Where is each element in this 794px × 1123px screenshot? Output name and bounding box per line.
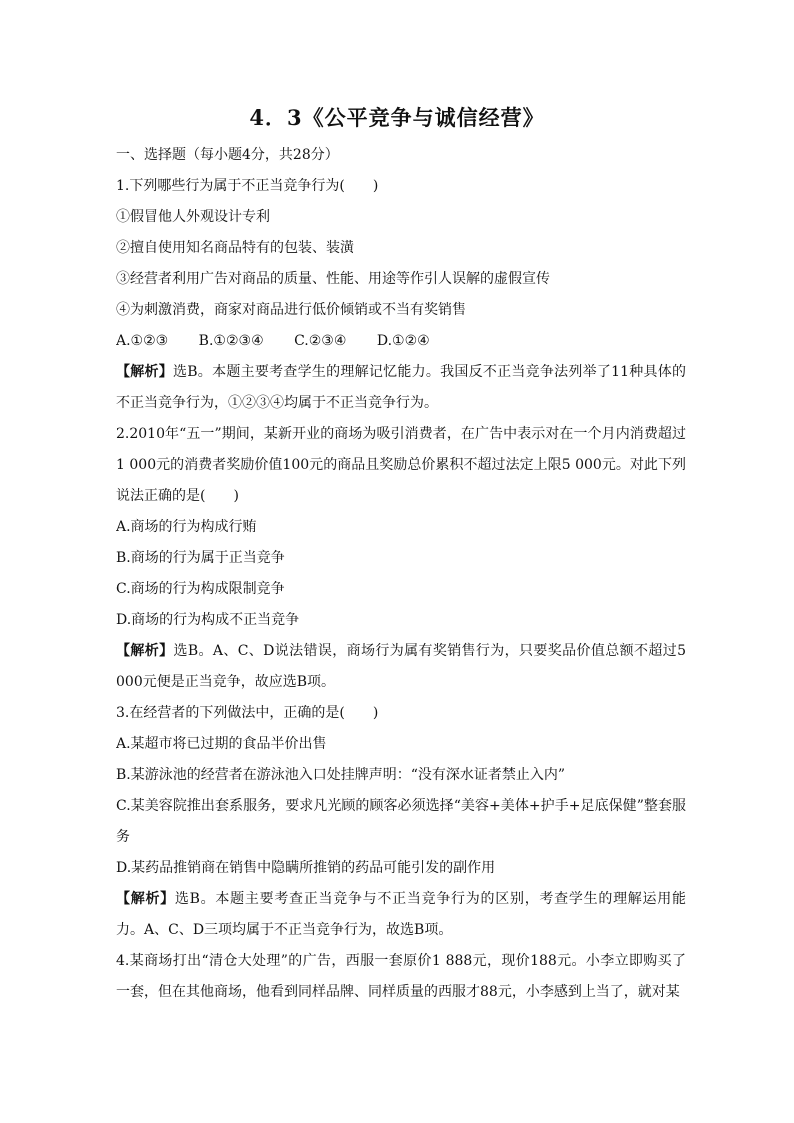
question-1-option-b: B.①②③④ bbox=[198, 333, 264, 349]
question-1-option-a: A.①②③ bbox=[116, 333, 169, 349]
analysis-tag: 【解析】 bbox=[116, 364, 174, 380]
analysis-text: 选B。A、C、D说法错误，商场行为属有奖销售行为，只要奖品价值总额不超过5 000元便是正当竞争，故应选B项。 bbox=[116, 643, 686, 690]
question-2-stem: 2.2010年“五一”期间，某新开业的商场为吸引消费者，在广告中表示对在一个月内消费超过1 000元的消费者奖励价值100元的商品且奖励总价累积不超过法定上限5 000元。对此下列说法正确的是( ) bbox=[116, 426, 686, 504]
question-1-stem: 1.下列哪些行为属于不正当竞争行为( ) bbox=[116, 178, 379, 194]
question-3-stem: 3.在经营者的下列做法中，正确的是( ) bbox=[116, 705, 379, 721]
question-1-item-3: ③经营者利用广告对商品的质量、性能、用途等作引人误解的虚假宣传 bbox=[116, 271, 550, 287]
question-2-analysis bbox=[116, 636, 686, 698]
question-2-option-a: A.商场的行为构成行贿 bbox=[116, 519, 257, 535]
question-2-option-c: C.商场的行为构成限制竞争 bbox=[116, 581, 285, 597]
section-heading: 一、选择题（每小题4分，共28分） bbox=[116, 147, 339, 163]
question-2-option-d: D.商场的行为构成不正当竞争 bbox=[116, 612, 300, 628]
question-1-analysis bbox=[116, 357, 686, 419]
question-1-option-d: D.①②④ bbox=[376, 333, 430, 349]
question-3-analysis bbox=[116, 884, 686, 946]
document-body bbox=[116, 140, 686, 1008]
question-3-option-a: A.某超市将已过期的食品半价出售 bbox=[116, 736, 327, 752]
question-3-option-c: C.某美容院推出套系服务，要求凡光顾的顾客必须选择“美容+美体+护手+足底保健”整套服务 bbox=[116, 798, 686, 845]
question-1-option-c: C.②③④ bbox=[294, 333, 347, 349]
question-1-options bbox=[116, 326, 686, 357]
analysis-text: 选B。本题主要考查正当竞争与不正当竞争行为的区别，考查学生的理解运用能力。A、C、D三项均属于不正当竞争行为，故选B项。 bbox=[116, 891, 686, 938]
analysis-tag: 【解析】 bbox=[116, 643, 174, 659]
question-2-option-b: B.商场的行为属于正当竞争 bbox=[116, 550, 285, 566]
document-title: 4．3《公平竞争与诚信经营》 bbox=[249, 105, 545, 130]
question-1-item-4: ④为刺激消费，商家对商品进行低价倾销或不当有奖销售 bbox=[116, 302, 466, 318]
question-3-option-b: B.某游泳池的经营者在游泳池入口处挂牌声明：“没有深水证者禁止入内” bbox=[116, 767, 566, 783]
analysis-text: 选B。本题主要考查学生的理解记忆能力。我国反不正当竞争法列举了11种具体的不正当竞争行为，①②③④均属于不正当竞争行为。 bbox=[116, 364, 686, 411]
question-1-item-2: ②擅自使用知名商品特有的包装、装潢 bbox=[116, 240, 354, 256]
analysis-tag: 【解析】 bbox=[116, 891, 175, 907]
question-1-item-1: ①假冒他人外观设计专利 bbox=[116, 209, 270, 225]
question-4-stem: 4.某商场打出“清仓大处理”的广告，西服一套原价1 888元，现价188元。小李立即购买了一套，但在其他商场，他看到同样品牌、同样质量的西服才88元，小李感到上当了，就对某 bbox=[116, 953, 686, 1000]
question-3-option-d: D.某药品推销商在销售中隐瞒所推销的药品可能引发的副作用 bbox=[116, 860, 496, 876]
